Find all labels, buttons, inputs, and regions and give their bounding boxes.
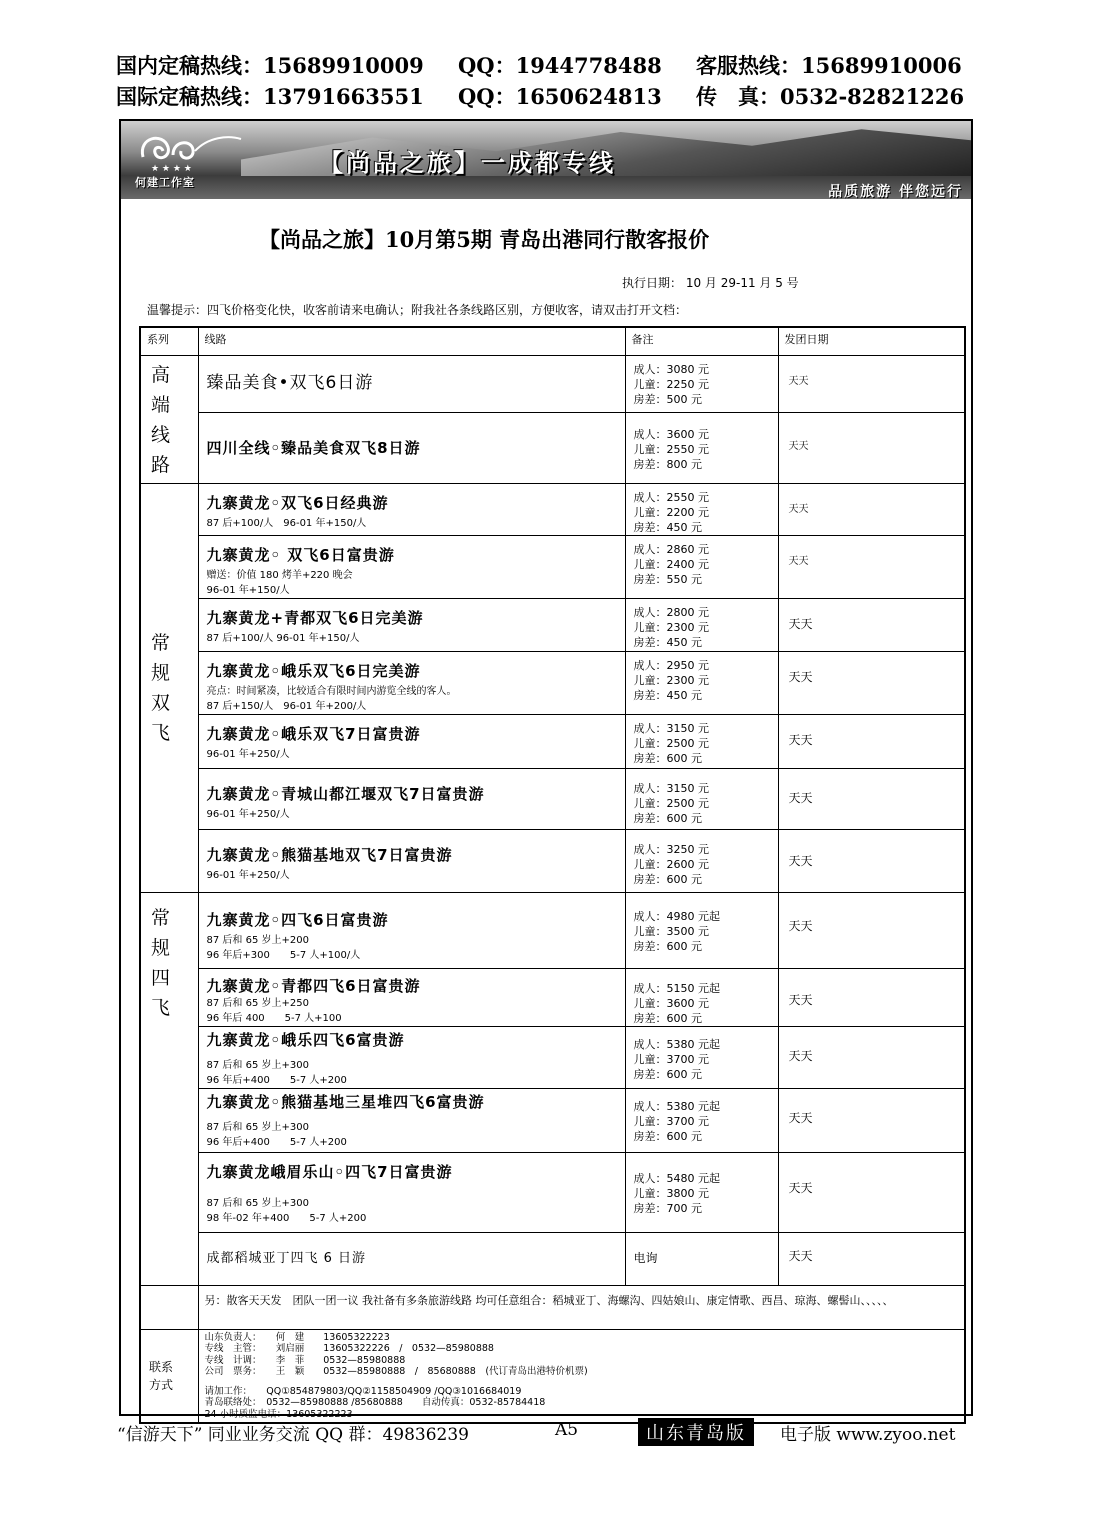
route-name: 成都稻城亚丁四飞 6 日游 bbox=[206, 1250, 367, 1266]
price-cell: 成人：3150 元 儿童：2500 元 房差：600 元 bbox=[625, 768, 778, 829]
departure-cell: 天天 bbox=[778, 714, 965, 768]
departure-cell: 天天 bbox=[778, 968, 965, 1026]
price-cell: 成人：3150 元 儿童：2500 元 房差：600 元 bbox=[625, 714, 778, 768]
route-note: 87 后+100/人 96-01 年+150/人 bbox=[206, 517, 367, 529]
svg-text:★ ★ ★ ★: ★ ★ ★ ★ bbox=[151, 164, 192, 172]
route-note: 87 后+150/人 96-01 年+200/人 bbox=[206, 700, 367, 712]
route-note: 96 年后+400 5-7 人+200 bbox=[206, 1136, 347, 1148]
price-cell: 成人：5480 元起 儿童：3800 元 房差：700 元 bbox=[625, 1152, 778, 1232]
document-title: 【尚品之旅】10月第5期 青岛出港同行散客报价 bbox=[259, 227, 710, 252]
table-row bbox=[140, 412, 965, 483]
route-name: 九寨黄龙峨眉乐山◦四飞7日富贵游 bbox=[206, 1162, 453, 1181]
departure-cell: 天天 bbox=[778, 355, 965, 412]
banner bbox=[121, 121, 971, 199]
route-name: 九寨黄龙◦熊猫基地三星堆四飞6富贵游 bbox=[206, 1092, 485, 1111]
price-cell: 成人：3600 元 儿童：2550 元 房差：800 元 bbox=[625, 412, 778, 483]
table-row bbox=[140, 768, 965, 829]
misc-note: 另：散客天天发 团队一团一议 我社备有多条旅游线路 均可任意组合：稻城亚丁、海螺沟、四姑娘山、康定情歌、西昌、琼海、螺髻山、、、、、 bbox=[198, 1285, 965, 1329]
contact-line: 专线 主管： 刘启丽 13605322226 / 0532—85980888 bbox=[204, 1343, 494, 1354]
route-name: 九寨黄龙◦峨乐双飞6日完美游 bbox=[206, 661, 421, 680]
footer-page-number: A5 bbox=[555, 1420, 579, 1440]
domestic-qq: QQ：1944778488 bbox=[458, 53, 662, 78]
contact-line: 公司 票务： 王 颖 0532—85980888 / 85680888 (代订青岛出港特价机票) bbox=[204, 1366, 588, 1377]
table-row bbox=[140, 968, 965, 1026]
price-cell: 成人：2800 元 儿童：2300 元 房差：450 元 bbox=[625, 598, 778, 651]
price-cell: 成人：5380 元起 儿童：3700 元 房差：600 元 bbox=[625, 1026, 778, 1088]
contact-row bbox=[140, 1329, 965, 1423]
route-cell bbox=[198, 412, 625, 483]
header-remark: 备注 bbox=[625, 327, 778, 355]
contact-line: 24 小时质监电话：13605322223 bbox=[204, 1408, 353, 1420]
route-cell bbox=[198, 892, 625, 968]
table-row bbox=[140, 483, 965, 535]
warm-tip: 温馨提示：四飞价格变化快，收客前请来电确认；附我社各条线路区别，方便收客，请双击打开文档： bbox=[147, 303, 688, 317]
route-cell bbox=[198, 1026, 625, 1088]
table-row bbox=[140, 714, 965, 768]
route-name: 九寨黄龙◦熊猫基地双飞7日富贵游 bbox=[206, 845, 453, 864]
table-row bbox=[140, 598, 965, 651]
price-cell: 成人：2860 元 儿童：2400 元 房差：550 元 bbox=[625, 535, 778, 598]
route-note: 96-01 年+250/人 bbox=[206, 748, 290, 760]
footer bbox=[117, 1418, 977, 1444]
route-name: 九寨黄龙◦峨乐双飞7日富贵游 bbox=[206, 724, 421, 743]
contact-block bbox=[198, 1329, 965, 1423]
price-cell: 电询 bbox=[625, 1232, 778, 1285]
route-name: 九寨黄龙◦四飞6日富贵游 bbox=[206, 910, 389, 929]
route-note: 亮点：时间紧凑，比较适合有限时间内游览全线的客人。 bbox=[206, 685, 457, 697]
banner-title: 【尚品之旅】一成都专线 bbox=[319, 149, 616, 177]
route-note: 87 后和 65 岁上+200 bbox=[206, 934, 309, 946]
table-row bbox=[140, 892, 965, 968]
route-cell bbox=[198, 829, 625, 892]
table-row bbox=[140, 1152, 965, 1232]
table-row bbox=[140, 829, 965, 892]
route-note: 96 年后 400 5-7 人+100 bbox=[206, 1012, 342, 1024]
route-name: 九寨黄龙◦ 双飞6日富贵游 bbox=[206, 545, 395, 564]
departure-cell: 天天 bbox=[778, 1026, 965, 1088]
domestic-hotline: 国内定稿热线：15689910009 bbox=[116, 53, 424, 78]
departure-cell: 天天 bbox=[778, 768, 965, 829]
misc-spacer bbox=[140, 1285, 198, 1329]
price-table bbox=[139, 326, 966, 1424]
header-series: 系列 bbox=[140, 327, 198, 355]
route-note: 98 年-02 年+400 5-7 人+200 bbox=[206, 1212, 367, 1224]
banner-slogan: 品质旅游 伴您远行 bbox=[828, 184, 963, 199]
table-row bbox=[140, 535, 965, 598]
footer-edition: 山东青岛版 bbox=[638, 1418, 754, 1446]
route-note: 96 年后+400 5-7 人+200 bbox=[206, 1074, 347, 1086]
international-qq: QQ：1650624813 bbox=[458, 84, 662, 109]
departure-cell: 天天 bbox=[778, 535, 965, 598]
departure-cell: 天天 bbox=[778, 483, 965, 535]
departure-cell: 天天 bbox=[778, 829, 965, 892]
route-note: 87 后和 65 岁上+300 bbox=[206, 1059, 309, 1071]
category-quad-flight: 常规四飞 bbox=[140, 892, 198, 1285]
route-note: 96-01 年+250/人 bbox=[206, 869, 290, 881]
service-hotline: 客服热线：15689910006 bbox=[696, 53, 962, 78]
price-cell: 成人：3080 元 儿童：2250 元 房差：500 元 bbox=[625, 355, 778, 412]
studio-name: 何建工作室 bbox=[135, 176, 195, 189]
footer-qq-group: “信游天下” 同业业务交流 QQ 群：49836239 bbox=[117, 1425, 469, 1445]
route-cell bbox=[198, 355, 625, 412]
price-cell: 成人：3250 元 儿童：2600 元 房差：600 元 bbox=[625, 829, 778, 892]
route-note: 赠送：价值 180 烤羊+220 晚会 bbox=[206, 569, 353, 581]
category-double-flight: 常规双飞 bbox=[140, 483, 198, 892]
departure-cell: 天天 bbox=[778, 1088, 965, 1152]
route-name: 臻品美食•双飞6日游 bbox=[206, 372, 374, 393]
route-cell bbox=[198, 535, 625, 598]
table-header-row bbox=[140, 327, 965, 355]
route-note: 96-01 年+150/人 bbox=[206, 584, 290, 596]
table-row bbox=[140, 1026, 965, 1088]
route-cell bbox=[198, 968, 625, 1026]
route-cell bbox=[198, 768, 625, 829]
international-hotline: 国际定稿热线：13791663551 bbox=[116, 84, 424, 109]
route-name: 九寨黄龙◦青城山都江堰双飞7日富贵游 bbox=[206, 784, 485, 803]
contact-label: 联系方式 bbox=[140, 1329, 198, 1423]
price-cell: 成人：4980 元起 儿童：3500 元 房差：600 元 bbox=[625, 892, 778, 968]
departure-cell: 天天 bbox=[778, 892, 965, 968]
table-row bbox=[140, 651, 965, 714]
table-row bbox=[140, 1285, 965, 1329]
route-cell bbox=[198, 1232, 625, 1285]
execution-date: 执行日期： 10 月 29-11 月 5 号 bbox=[622, 276, 799, 290]
route-name: 九寨黄龙◦双飞6日经典游 bbox=[206, 493, 389, 512]
route-cell bbox=[198, 598, 625, 651]
route-name: 九寨黄龙+青都双飞6日完美游 bbox=[206, 608, 424, 627]
price-cell: 成人：5150 元起 儿童：3600 元 房差：600 元 bbox=[625, 968, 778, 1026]
table-row bbox=[140, 1088, 965, 1152]
departure-cell: 天天 bbox=[778, 1232, 965, 1285]
footer-website: 电子版 www.zyoo.net bbox=[780, 1425, 956, 1445]
route-note: 87 后和 65 岁上+300 bbox=[206, 1121, 309, 1133]
route-note: 96-01 年+250/人 bbox=[206, 808, 290, 820]
route-cell bbox=[198, 714, 625, 768]
route-name: 九寨黄龙◦青都四飞6日富贵游 bbox=[206, 976, 421, 995]
fax-number: 传 真：0532-82821226 bbox=[696, 84, 965, 109]
table-row bbox=[140, 1232, 965, 1285]
studio-logo-icon bbox=[133, 127, 243, 172]
route-name: 四川全线◦臻品美食双飞8日游 bbox=[206, 438, 421, 457]
route-cell bbox=[198, 483, 625, 535]
route-note: 87 后和 65 岁上+250 bbox=[206, 997, 309, 1009]
price-cell: 成人：2950 元 儿童：2300 元 房差：450 元 bbox=[625, 651, 778, 714]
departure-cell: 天天 bbox=[778, 598, 965, 651]
table-row bbox=[140, 355, 965, 412]
route-cell bbox=[198, 1152, 625, 1232]
contact-line: 青岛联络处： 0532—85980888 /85680888 自动传真：0532-85784418 bbox=[204, 1397, 546, 1408]
route-note: 87 后和 65 岁上+300 bbox=[206, 1197, 309, 1209]
contact-line: 山东负责人： 何 建 13605322223 bbox=[204, 1331, 390, 1343]
route-cell bbox=[198, 1088, 625, 1152]
route-cell bbox=[198, 651, 625, 714]
category-high-end: 高端线路 bbox=[140, 355, 198, 483]
header-route: 线路 bbox=[198, 327, 625, 355]
contact-line: 请加工作： QQ①854879803/QQ②1158504909 /QQ③1016684019 bbox=[204, 1385, 522, 1397]
price-cell: 成人：5380 元起 儿童：3700 元 房差：600 元 bbox=[625, 1088, 778, 1152]
contact-line: 专线 计调： 李 菲 0532—85980888 bbox=[204, 1354, 406, 1366]
header-departure: 发团日期 bbox=[778, 327, 965, 355]
price-cell: 成人：2550 元 儿童：2200 元 房差：450 元 bbox=[625, 483, 778, 535]
route-note: 96 年后+300 5-7 人+100/人 bbox=[206, 949, 361, 961]
departure-cell: 天天 bbox=[778, 412, 965, 483]
route-name: 九寨黄龙◦峨乐四飞6富贵游 bbox=[206, 1030, 405, 1049]
departure-cell: 天天 bbox=[778, 1152, 965, 1232]
route-note: 87 后+100/人 96-01 年+150/人 bbox=[206, 632, 360, 644]
departure-cell: 天天 bbox=[778, 651, 965, 714]
